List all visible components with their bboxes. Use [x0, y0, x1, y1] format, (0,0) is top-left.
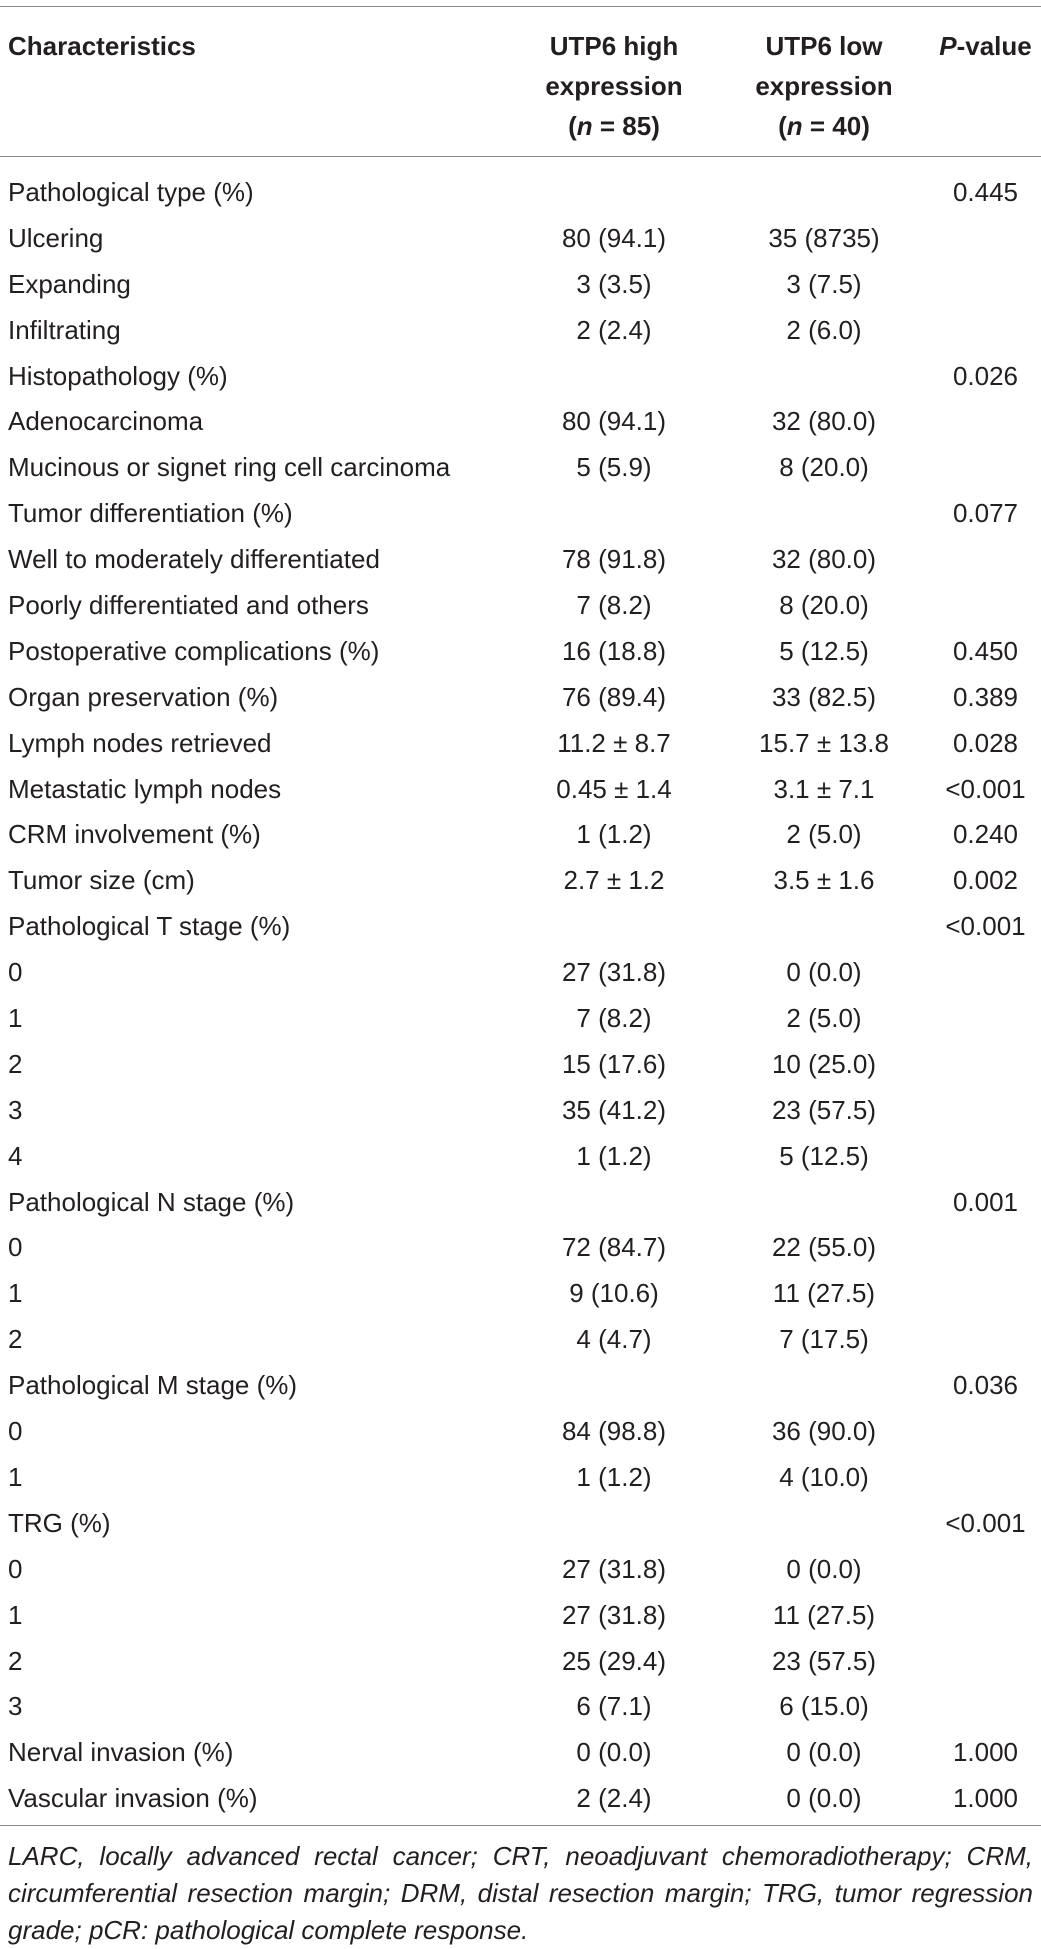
cell-p-value: <0.001 [945, 773, 1026, 804]
cell-p-value: 0.028 [952, 727, 1019, 758]
cell-utp6-low: 33 (82.5) [771, 681, 877, 712]
cell-utp6-high: 27 (31.8) [561, 1553, 667, 1584]
table-row [0, 1317, 1041, 1363]
table-row [0, 996, 1041, 1042]
table-row [0, 1776, 1041, 1822]
header-low-n: (n = 40) [778, 111, 870, 141]
row-label: Vascular invasion (%) [8, 1783, 258, 1814]
table-row [0, 812, 1041, 858]
cell-p-value: 0.026 [952, 360, 1019, 391]
cell-utp6-low: 0 (0.0) [786, 1783, 862, 1814]
table-row [0, 629, 1041, 675]
table-bottom-rule [0, 1825, 1041, 1826]
cell-utp6-low: 5 (12.5) [779, 1140, 869, 1171]
row-label: 1 [8, 1599, 23, 1630]
table-row [0, 1271, 1041, 1317]
cell-utp6-low: 0 (0.0) [786, 1737, 862, 1768]
cell-utp6-high: 9 (10.6) [569, 1278, 659, 1309]
cell-p-value: 0.450 [952, 635, 1019, 666]
row-label: Mucinous or signet ring cell carcinoma [8, 452, 451, 483]
cell-utp6-low: 36 (90.0) [771, 1416, 877, 1447]
cell-utp6-high: 80 (94.1) [561, 222, 667, 253]
cell-utp6-low: 4 (10.0) [779, 1461, 869, 1492]
row-label: Postoperative complications (%) [8, 635, 380, 666]
cell-p-value: 0.077 [952, 498, 1019, 529]
row-label: Tumor differentiation (%) [8, 498, 293, 529]
table-row [0, 1730, 1041, 1776]
cell-utp6-low: 5 (12.5) [779, 635, 869, 666]
table-row [0, 1684, 1041, 1730]
row-label: 4 [8, 1140, 23, 1171]
cell-utp6-high: 1 (1.2) [576, 1140, 652, 1171]
row-label: 3 [8, 1691, 23, 1722]
row-label: CRM involvement (%) [8, 819, 261, 850]
table-row [0, 399, 1041, 445]
table-row [0, 1639, 1041, 1685]
row-label: Organ preservation (%) [8, 681, 279, 712]
row-label: Pathological T stage (%) [8, 911, 291, 942]
cell-utp6-high: 27 (31.8) [561, 957, 667, 988]
row-label: Pathological M stage (%) [8, 1370, 298, 1401]
row-label: Infiltrating [8, 314, 121, 345]
cell-p-value: 1.000 [952, 1737, 1019, 1768]
table-row [0, 1225, 1041, 1271]
table-row [0, 1593, 1041, 1639]
table-row [0, 1088, 1041, 1134]
cell-utp6-low: 32 (80.0) [771, 406, 877, 437]
cell-utp6-low: 32 (80.0) [771, 544, 877, 575]
row-label: 3 [8, 1094, 23, 1125]
cell-utp6-high: 7 (8.2) [576, 1003, 652, 1034]
table-row [0, 491, 1041, 537]
cell-utp6-high: 78 (91.8) [561, 544, 667, 575]
header-high-line2: expression [545, 71, 683, 101]
table-row [0, 1547, 1041, 1593]
table-row [0, 1134, 1041, 1180]
cell-utp6-low: 11 (27.5) [772, 1599, 876, 1630]
table-row [0, 1363, 1041, 1409]
cell-utp6-high: 72 (84.7) [561, 1232, 667, 1263]
row-label: 1 [8, 1461, 23, 1492]
cell-utp6-high: 0 (0.0) [576, 1737, 652, 1768]
row-label: Histopathology (%) [8, 360, 228, 391]
table-header [0, 6, 1041, 156]
row-label: Lymph nodes retrieved [8, 727, 272, 758]
row-label: Ulcering [8, 222, 104, 253]
row-label: Adenocarcinoma [8, 406, 204, 437]
table-row [0, 1501, 1041, 1547]
cell-utp6-low: 8 (20.0) [779, 452, 869, 483]
table-row [0, 1180, 1041, 1226]
header-low-line1: UTP6 low [765, 31, 883, 61]
row-label: Well to moderately differentiated [8, 544, 380, 575]
table-row [0, 721, 1041, 767]
table-row [0, 354, 1041, 400]
cell-utp6-high: 5 (5.9) [576, 452, 652, 483]
cell-utp6-high: 27 (31.8) [561, 1599, 667, 1630]
table-row [0, 1042, 1041, 1088]
table-row [0, 950, 1041, 996]
cell-utp6-low: 23 (57.5) [771, 1094, 877, 1125]
cell-utp6-low: 15.7 ± 13.8 [759, 727, 889, 758]
cell-utp6-low: 10 (25.0) [771, 1048, 877, 1079]
row-label: 1 [8, 1278, 23, 1309]
cell-utp6-low: 8 (20.0) [779, 590, 869, 621]
table-row [0, 904, 1041, 950]
cell-utp6-low: 3 (7.5) [786, 268, 862, 299]
cell-utp6-low: 2 (6.0) [786, 314, 862, 345]
table-header-rule [0, 156, 1041, 157]
cell-p-value: 0.002 [952, 865, 1019, 896]
cell-utp6-low: 7 (17.5) [779, 1324, 869, 1355]
row-label: 2 [8, 1048, 23, 1079]
table-row [0, 308, 1041, 354]
cell-utp6-high: 80 (94.1) [561, 406, 667, 437]
row-label: Expanding [8, 268, 131, 299]
cell-utp6-high: 25 (29.4) [561, 1645, 667, 1676]
cell-p-value: 0.445 [952, 177, 1019, 207]
cell-utp6-low: 3.1 ± 7.1 [773, 773, 875, 804]
cell-utp6-low: 11 (27.5) [772, 1278, 876, 1309]
row-label: 0 [8, 1416, 23, 1447]
cell-utp6-low: 35 (8735) [768, 222, 880, 253]
cell-utp6-high: 6 (7.1) [576, 1691, 652, 1722]
cell-utp6-low: 2 (5.0) [786, 1003, 862, 1034]
table-body [0, 170, 1041, 1822]
row-label: TRG (%) [8, 1507, 111, 1538]
header-utp6-low [722, 26, 926, 146]
cell-utp6-high: 35 (41.2) [561, 1094, 667, 1125]
cell-utp6-high: 2 (2.4) [576, 314, 652, 345]
cell-utp6-low: 2 (5.0) [786, 819, 862, 850]
row-label: 2 [8, 1324, 23, 1355]
table-row [0, 675, 1041, 721]
row-label: 1 [8, 1003, 23, 1034]
cell-utp6-high: 1 (1.2) [576, 819, 652, 850]
cell-utp6-low: 3.5 ± 1.6 [773, 865, 875, 896]
row-label: Poorly differentiated and others [8, 590, 369, 621]
table-row [0, 1455, 1041, 1501]
row-label: Tumor size (cm) [8, 865, 195, 896]
cell-p-value: 1.000 [952, 1783, 1019, 1814]
cell-utp6-high: 2 (2.4) [576, 1783, 652, 1814]
cell-p-value: 0.036 [952, 1370, 1019, 1401]
header-characteristics: Characteristics [8, 31, 196, 61]
cell-utp6-high: 15 (17.6) [561, 1048, 667, 1079]
cell-utp6-high: 76 (89.4) [561, 681, 667, 712]
cell-p-value: <0.001 [945, 911, 1026, 942]
cell-utp6-high: 2.7 ± 1.2 [563, 865, 665, 896]
row-label: Metastatic lymph nodes [8, 773, 282, 804]
header-utp6-high [512, 26, 716, 146]
cell-p-value: <0.001 [945, 1507, 1026, 1538]
table-row [0, 767, 1041, 813]
cell-p-value: 0.240 [952, 819, 1019, 850]
table-row [0, 216, 1041, 262]
row-label: Nerval invasion (%) [8, 1737, 234, 1768]
cell-utp6-high: 4 (4.7) [576, 1324, 652, 1355]
cell-utp6-low: 6 (15.0) [779, 1691, 869, 1722]
row-label: Pathological N stage (%) [8, 1186, 295, 1217]
table-row [0, 583, 1041, 629]
table-row [0, 170, 1041, 216]
cell-utp6-low: 22 (55.0) [771, 1232, 877, 1263]
header-high-line1: UTP6 high [549, 31, 679, 61]
table-row [0, 537, 1041, 583]
cell-utp6-low: 0 (0.0) [786, 957, 862, 988]
cell-utp6-low: 0 (0.0) [786, 1553, 862, 1584]
cell-utp6-high: 0.45 ± 1.4 [556, 773, 672, 804]
cell-utp6-high: 7 (8.2) [576, 590, 652, 621]
table-row [0, 445, 1041, 491]
cell-p-value: 0.001 [952, 1186, 1019, 1217]
cell-utp6-high: 3 (3.5) [576, 268, 652, 299]
row-label: 0 [8, 1553, 23, 1584]
cell-utp6-low: 23 (57.5) [771, 1645, 877, 1676]
table-row [0, 1409, 1041, 1455]
table-row [0, 262, 1041, 308]
row-label: 0 [8, 1232, 23, 1263]
table-footnote: LARC, locally advanced rectal cancer; CRT, neoadjuvant chemoradiotherapy; CRM, circumferential resection margin; DRM, distal resection margin; TRG, tumor regression grade; pCR: pathological complete response. [8, 1841, 1033, 1945]
row-label: Pathological type (%) [8, 177, 254, 207]
header-high-n: (n = 85) [568, 111, 660, 141]
row-label: 0 [8, 957, 23, 988]
header-p-value: P-value [939, 31, 1032, 61]
cell-utp6-high: 11.2 ± 8.7 [557, 727, 671, 758]
cell-utp6-high: 1 (1.2) [576, 1461, 652, 1492]
cell-p-value: 0.389 [952, 681, 1019, 712]
cell-utp6-high: 16 (18.8) [561, 635, 667, 666]
cell-utp6-high: 84 (98.8) [561, 1416, 667, 1447]
header-low-line2: expression [755, 71, 893, 101]
table-row [0, 858, 1041, 904]
row-label: 2 [8, 1645, 23, 1676]
